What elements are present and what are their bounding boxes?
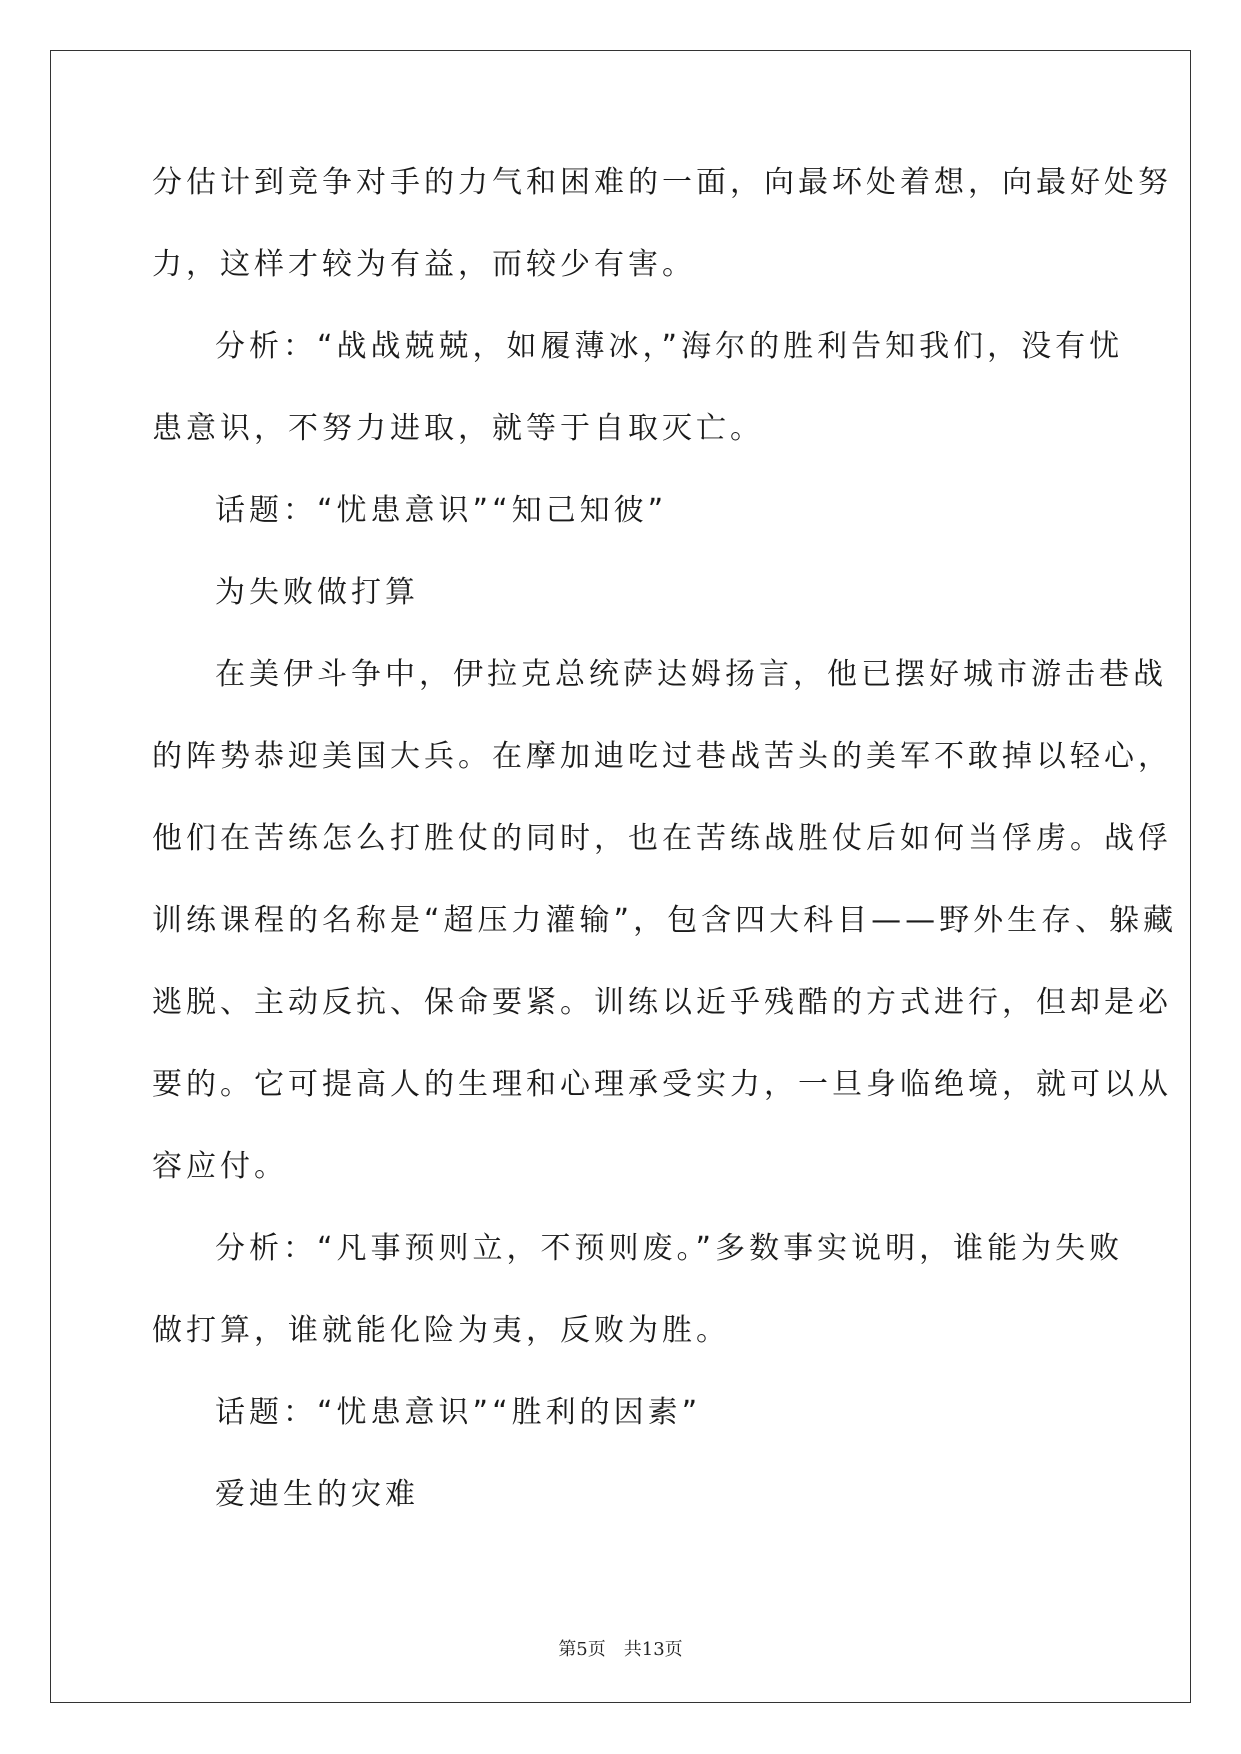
page-number: 第5页 (558, 1639, 606, 1660)
text-line: 分估计到竞争对手的力气和困难的一面，向最坏处着想，向最好处努 (152, 165, 1172, 200)
text-line: 在美伊斗争中，伊拉克总统萨达姆扬言，他已摆好城市游击巷战 (215, 657, 1167, 692)
text-line: 要的。它可提高人的生理和心理承受实力，一旦身临绝境，就可以从 (152, 1067, 1172, 1102)
section-heading: 为失败做打算 (215, 575, 419, 610)
text-line: 做打算，谁就能化险为夷，反败为胜。 (152, 1313, 730, 1348)
text-line: 的阵势恭迎美国大兵。在摩加迪吃过巷战苦头的美军不敢掉以轻心， (152, 739, 1172, 774)
topic-line: 话题：“忧患意识”“胜利的因素” (215, 1395, 702, 1430)
text-line: 容应付。 (152, 1149, 288, 1184)
document-body (152, 158, 1178, 1552)
text-line: 训练课程的名称是“超压力灌输”，包含四大科目——野外生存、躲藏 (152, 903, 1178, 938)
text-line: 患意识，不努力进取，就等于自取灭亡。 (152, 411, 764, 446)
text-line: 力，这样才较为有益，而较少有害。 (152, 247, 696, 282)
text-line: 他们在苦练怎么打胜仗的同时，也在苦练战胜仗后如何当俘虏。战俘 (152, 821, 1172, 856)
topic-line: 话题：“忧患意识”“知己知彼” (215, 493, 668, 528)
page-total: 共13页 (623, 1639, 683, 1660)
section-heading: 爱迪生的灾难 (215, 1477, 419, 1512)
text-line: 分析：“战战兢兢，如履薄冰，”海尔的胜利告知我们，没有忧 (215, 329, 1124, 364)
text-line: 分析：“凡事预则立，不预则废。”多数事实说明，谁能为失败 (215, 1231, 1124, 1266)
text-line: 逃脱、主动反抗、保命要紧。训练以近乎残酷的方式进行，但却是必 (152, 985, 1172, 1020)
page-footer (0, 1635, 1241, 1661)
